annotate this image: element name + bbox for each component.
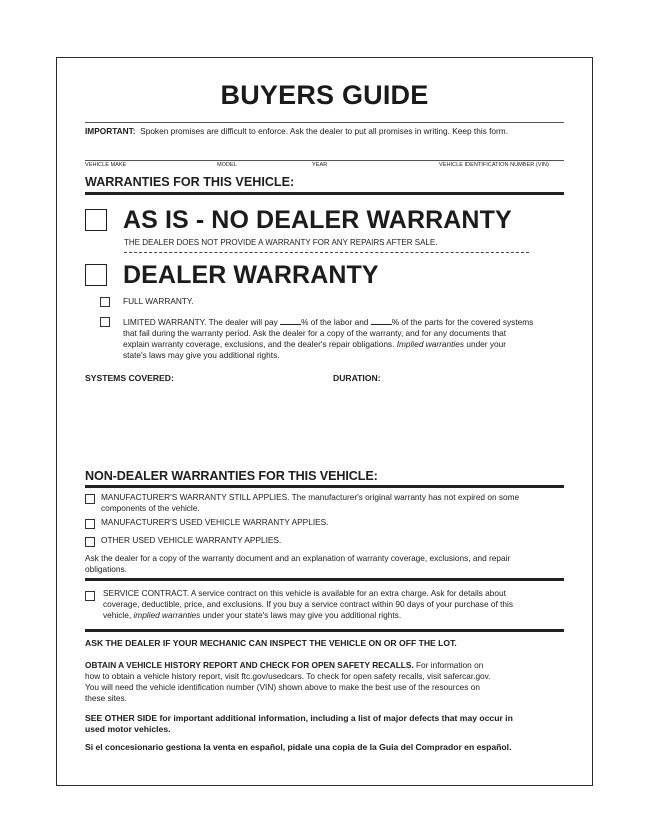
vin-field[interactable]: VEHICLE IDENTIFICATION NUMBER (VIN)	[439, 162, 549, 168]
model-field[interactable]: MODEL	[217, 162, 237, 168]
limited-text-2: % of the labor and	[301, 317, 371, 327]
service-contract-line2: coverage, deductible, price, and exclusions. If you buy a service contract within 90 days of your purchase of this	[103, 599, 513, 610]
implied-warranties-italic: Implied warranties	[396, 339, 465, 350]
other-warranty-label: OTHER USED VEHICLE WARRANTY APPLIES.	[101, 535, 282, 545]
service-contract-line1: SERVICE CONTRACT. A service contract on this vehicle is available for an extra charge. Ask for details about	[103, 588, 506, 598]
history-report-notice	[85, 660, 575, 704]
see-other-side-line2: used motor vehicles.	[85, 724, 171, 735]
as-is-checkbox[interactable]	[85, 209, 107, 231]
as-is-heading: AS IS - NO DEALER WARRANTY	[123, 206, 512, 234]
service-contract-line3b: under your state's laws may give you additional rights.	[200, 610, 402, 621]
see-other-side-line1: SEE OTHER SIDE for important additional information, including a list of major defects that may occur in	[85, 713, 513, 723]
divider	[85, 122, 564, 123]
other-warranty-checkbox[interactable]	[85, 537, 95, 547]
history-report-line3: You will need the vehicle identification number (VIN) shown above to make the best use of the resources on	[85, 682, 480, 693]
limited-text-1: LIMITED WARRANTY. The dealer will pay	[123, 317, 281, 327]
year-field[interactable]: YEAR	[312, 162, 328, 168]
duration-field[interactable]	[333, 388, 563, 468]
parts-percent-input[interactable]	[371, 316, 392, 325]
buyers-guide-form	[56, 57, 593, 786]
implied-warranties-italic: implied warranties	[133, 610, 201, 621]
non-dealer-note-line1: Ask the dealer for a copy of the warranty document and an explanation of warranty coverage, exclusions, and repair	[85, 553, 511, 563]
see-other-side-notice	[85, 713, 575, 736]
history-report-bold: OBTAIN A VEHICLE HISTORY REPORT AND CHECK FOR OPEN SAFETY RECALLS.	[85, 660, 414, 670]
limited-text-line3: explain warranty coverage, exclusions, and the dealer's repair obligations.	[123, 339, 397, 350]
limited-text-line3b: under your	[464, 339, 507, 350]
manufacturer-warranty-line2: components of the vehicle.	[101, 503, 200, 514]
service-contract-checkbox[interactable]	[85, 591, 95, 601]
non-dealer-heading: NON-DEALER WARRANTIES FOR THIS VEHICLE:	[85, 469, 378, 483]
limited-text-line2: that fail during the warranty period. Ask the dealer for a copy of the warranty, and for any documents that	[123, 328, 507, 339]
as-is-subtext: THE DEALER DOES NOT PROVIDE A WARRANTY FOR ANY REPAIRS AFTER SALE.	[124, 238, 438, 247]
manufacturer-warranty-text	[101, 492, 571, 514]
systems-covered-field[interactable]	[85, 388, 325, 468]
non-dealer-note	[85, 553, 575, 575]
important-label: IMPORTANT:	[85, 126, 136, 136]
history-report-rest: For information on	[413, 660, 484, 670]
important-text: Spoken promises are difficult to enforce. Ask the dealer to put all promises in writing. Keep this form.	[140, 126, 509, 136]
systems-covered-label: SYSTEMS COVERED:	[85, 373, 174, 383]
vehicle-make-field[interactable]: VEHICLE MAKE	[85, 162, 127, 168]
service-contract-text	[103, 588, 573, 621]
limited-text-line4: state's laws may give you additional rights.	[123, 350, 280, 361]
dealer-warranty-heading: DEALER WARRANTY	[123, 261, 379, 289]
manufacturer-warranty-checkbox[interactable]	[85, 494, 95, 504]
limited-warranty-text	[123, 316, 583, 361]
section-divider	[85, 192, 564, 195]
used-vehicle-warranty-checkbox[interactable]	[85, 519, 95, 529]
history-report-line4: these sites.	[85, 693, 127, 704]
duration-label: DURATION:	[333, 373, 381, 383]
section-divider	[85, 485, 564, 488]
inspect-notice: ASK THE DEALER IF YOUR MECHANIC CAN INSPECT THE VEHICLE ON OR OFF THE LOT.	[85, 638, 457, 648]
limited-text-3: % of the parts for the covered systems	[391, 317, 534, 327]
section-divider	[85, 578, 564, 581]
full-warranty-label: FULL WARRANTY.	[123, 296, 194, 306]
used-vehicle-warranty-label: MANUFACTURER'S USED VEHICLE WARRANTY APPLIES.	[101, 517, 329, 527]
service-contract-line3: vehicle,	[103, 610, 134, 621]
vehicle-fields-line	[85, 160, 564, 161]
manufacturer-warranty-line1: MANUFACTURER'S WARRANTY STILL APPLIES. The manufacturer's original warranty has not expired on some	[101, 492, 520, 502]
spanish-notice: Si el concesionario gestiona la venta en español, pidale una copia de la Guia del Comprador en español.	[85, 742, 512, 752]
labor-percent-input[interactable]	[280, 316, 301, 325]
dashed-divider	[124, 252, 529, 253]
non-dealer-note-line2: obligations.	[85, 564, 127, 575]
dealer-warranty-checkbox[interactable]	[85, 264, 107, 286]
page-title: BUYERS GUIDE	[220, 80, 429, 110]
limited-warranty-checkbox[interactable]	[100, 317, 110, 327]
history-report-line2: how to obtain a vehicle history report, visit ftc.gov/usedcars. To check for open safety recalls, visit safercar.gov.	[85, 671, 491, 682]
section-divider	[85, 629, 564, 632]
warranties-heading: WARRANTIES FOR THIS VEHICLE:	[85, 175, 295, 189]
important-notice	[85, 126, 508, 136]
full-warranty-checkbox[interactable]	[100, 297, 110, 307]
